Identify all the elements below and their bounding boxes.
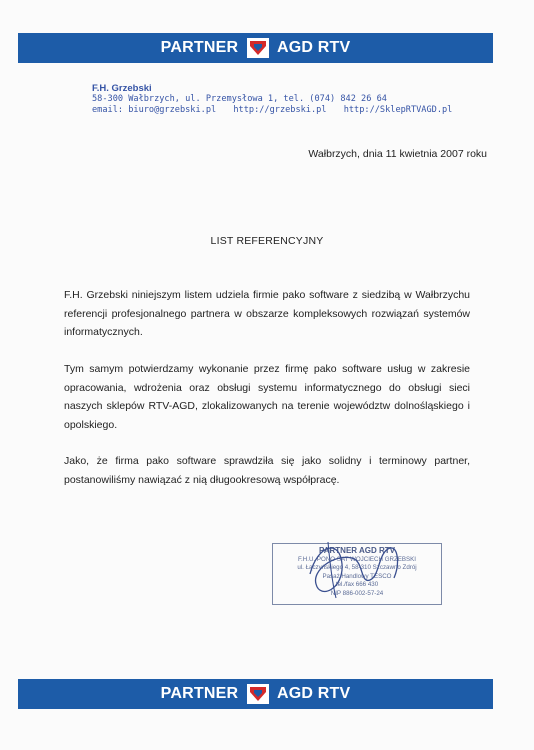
stamp-line-5: NIP 886-002-57-24 bbox=[330, 589, 384, 597]
stamp-line-4: tel./fax 666 430 bbox=[335, 581, 379, 588]
partner-logo-icon bbox=[247, 684, 269, 704]
footer-logo-left-text: PARTNER bbox=[160, 685, 239, 703]
date-line: Wałbrzych, dnia 11 kwietnia 2007 roku bbox=[308, 148, 487, 160]
stamp-line-1: F.H.U. PONO SAT WOJCIECH GRZEBSKI bbox=[297, 555, 417, 563]
footer-banner bbox=[18, 679, 493, 709]
sender-block bbox=[92, 83, 464, 116]
sender-contacts bbox=[92, 105, 464, 116]
footer-logo bbox=[18, 684, 493, 704]
paragraph-3: Jako, że firma pako software sprawdziła się jako solidny i terminowy partner, postanowiliśmy nawiązać z nią długookresową współpracę. bbox=[64, 455, 470, 486]
paragraph-2: Tym samym potwierdzamy wykonanie przez firmę pako software usług w zakresie opracowania, wdrożenia oraz obsługi systemu informatycznego do obsługi sieci naszych sklepów RTV-AGD, zlokalizowanych na terenie województw dolnośląskiego i opolskiego. bbox=[64, 363, 470, 431]
header-banner bbox=[18, 33, 493, 63]
letter-title: LIST REFERENCYJNY bbox=[210, 235, 324, 247]
logo-right-text: AGD RTV bbox=[276, 39, 351, 57]
partner-logo-icon bbox=[247, 38, 269, 58]
stamp-title: PARTNER AGD RTV bbox=[319, 546, 395, 555]
footer-logo-right-text: AGD RTV bbox=[276, 685, 351, 703]
header-logo bbox=[18, 38, 493, 58]
stamp-line-2: ul. Łączyńskiego 4, 58-310 Szczawno Zdrój bbox=[297, 564, 417, 571]
sender-name: F.H. Grzebski bbox=[92, 83, 152, 94]
sender-website-2[interactable]: http://SklepRTVAGD.pl bbox=[343, 105, 453, 115]
handwritten-signature bbox=[300, 534, 410, 602]
sender-email[interactable]: email: biuro@grzebski.pl bbox=[92, 105, 217, 115]
logo-left-text: PARTNER bbox=[160, 39, 239, 57]
paragraph-1: F.H. Grzebski niniejszym listem udziela firmie pako software z siedzibą w Wałbrzychu referencji profesjonalnego partnera w obszarze kompleksowych rozwiązań systemów informatycznych. bbox=[64, 289, 470, 338]
stamp-line-3: Pasaż Handlowy TESCO bbox=[322, 572, 392, 580]
sender-website-1[interactable]: http://grzebski.pl bbox=[233, 105, 327, 115]
sender-address: 58-300 Wałbrzych, ul. Przemysłowa 1, tel. (074) 842 26 64 bbox=[92, 94, 387, 104]
